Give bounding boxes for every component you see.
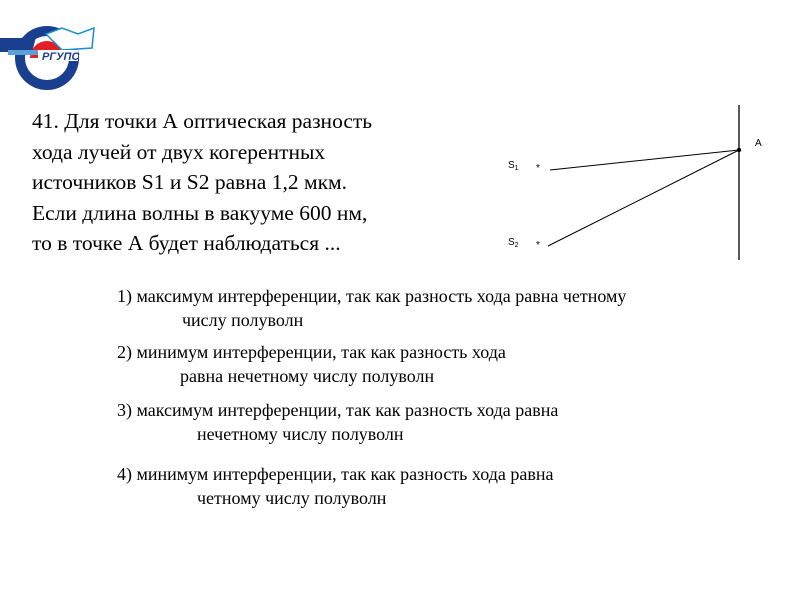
ray-s1 <box>550 150 739 170</box>
interference-diagram <box>508 105 762 260</box>
point-a-label: A <box>755 138 762 149</box>
answer-option-2[interactable]: 2) минимум интерференции, так как разность хода равна нечетному числу полуволн <box>117 342 506 386</box>
source1-star: * <box>536 163 540 174</box>
source2-label: S <box>508 237 515 248</box>
svg-text:S2: $S_2$ <box>508 237 519 249</box>
source1-label: S <box>508 160 515 171</box>
university-logo <box>0 26 94 90</box>
answer-option-4[interactable]: 4) минимум интерференции, так как разность хода равна четному числу полуволн <box>117 464 554 508</box>
point-a-dot <box>737 148 741 152</box>
question-text: 41. Для точки А оптическая разность хода лучей от двух когерентных источников S1 и S2 равна 1,2 мкм. Если длина волны в вакууме 600 нм, то в точке А будет наблюдаться ... <box>32 109 373 255</box>
answer-option-3[interactable]: 3) максимум интерференции, так как разность хода равна нечетному числу полуволн <box>117 400 559 444</box>
svg-text:S1: $S_1$ <box>508 160 519 172</box>
source2-star: * <box>536 240 540 251</box>
answer-option-1[interactable]: 1) максимум интерференции, так как разность хода равна четному числу полуволн <box>117 286 627 330</box>
ray-s2 <box>548 150 739 246</box>
logo-text: РГУПС <box>42 51 80 63</box>
